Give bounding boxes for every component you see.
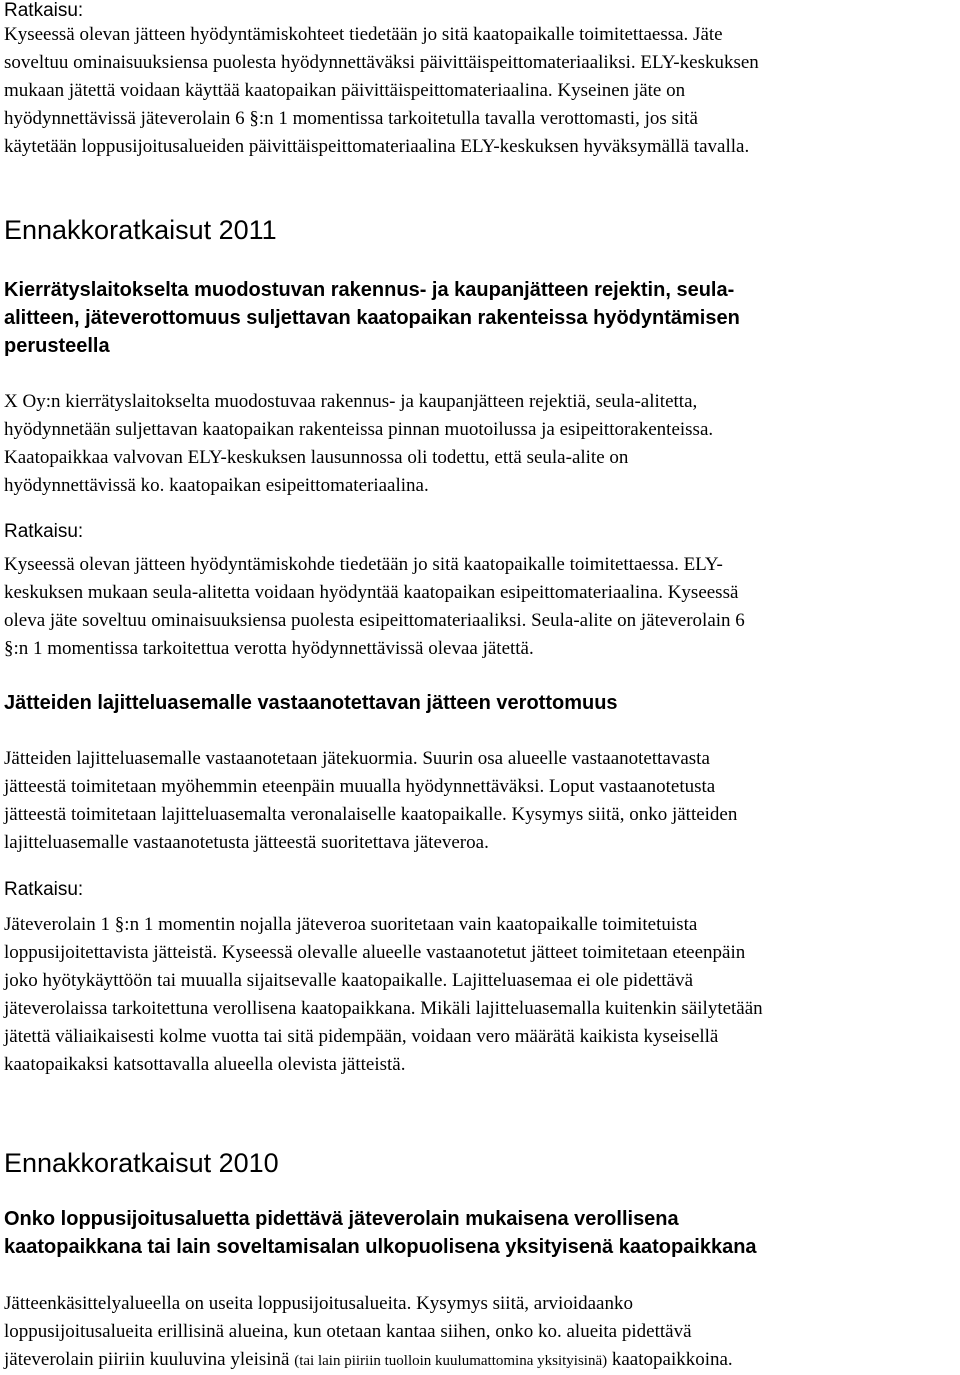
text-line: §:n 1 momentissa tarkoitettua verotta hyödynnettävissä olevaa jätettä. [4, 638, 534, 659]
ratkaisu-label-1: Ratkaisu: [4, 0, 84, 21]
heading-2011: Ennakkoratkaisut 2011 [4, 215, 277, 245]
question-1-body [4, 388, 956, 500]
text-line: oleva jäte soveltuu ominaisuuksiensa puolesta esipeittomateriaaliksi. Seula-alite on jäteverolain 6 [4, 610, 745, 631]
text-line: joko hyötykäyttöön tai muualla sijaitsevalle kaatopaikalle. Lajitteluasemaa ei ole pidettävä [4, 970, 694, 991]
text-line: hyödynnettävissä jäteverolain 6 §:n 1 momentissa tarkoitetulla tavalla verottomasti, jos sitä [4, 108, 698, 129]
question-2-body [4, 745, 956, 857]
text-line: jätettä väliaikaisesti kolme vuotta tai sitä pidempään, voidaan vero määrätä kaikista kyseisellä [4, 1026, 719, 1047]
question-3-title [4, 1205, 956, 1261]
text-line: Kyseessä olevan jätteen hyödyntämiskohde tiedetään jo sitä kaatopaikalle toimitettaessa. ELY- [4, 554, 723, 575]
question-1-title [4, 276, 956, 360]
text-segment: jäteverolain piiriin kuuluvina yleisinä [4, 1349, 295, 1370]
text-line: Kaatopaikkaa valvovan ELY-keskuksen lausunnossa oli todettu, että seula-alite on [4, 447, 629, 468]
question-3-body [4, 1290, 956, 1375]
text-line: mukaan jätettä voidaan käyttää kaatopaikan päivittäispeittomateriaalina. Kyseinen jäte on [4, 80, 686, 101]
text-line: hyödynnetään suljettavan kaatopaikan rakenteissa pinnan muotoilussa ja esipeittorakenteissa. [4, 419, 714, 440]
title-line: kaatopaikkana tai lain soveltamisalan ulkopuolisena yksityisenä kaatopaikkana [4, 1236, 757, 1258]
text-line: loppusijoitettavista jätteistä. Kyseessä olevalle alueelle vastaanotetut jätteet toimitetaan eteenpäin [4, 942, 746, 963]
title-line: alitteen, jäteverottomuus suljettavan kaatopaikan rakenteissa hyödyntämisen [4, 307, 740, 329]
text-line: hyödynnettävissä ko. kaatopaikan esipeittomateriaalina. [4, 475, 429, 496]
text-line: keskuksen mukaan seula-alitetta voidaan hyödyntää kaatopaikan esipeittomateriaalina. Kyseessä [4, 582, 739, 603]
title-line: perusteella [4, 335, 110, 357]
text-line: jätteestä toimitetaan myöhemmin eteenpäin muualla hyödynnettäväksi. Loput vastaanotetusta [4, 776, 716, 797]
text-line: Jätteiden lajitteluasemalle vastaanotetaan jätekuormia. Suurin osa alueelle vastaanotettavasta [4, 748, 710, 769]
ratkaisu-text-2 [4, 551, 956, 663]
text-line: Jätteenkäsittelyalueella on useita loppusijoitusalueita. Kysymys siitä, arvioidaanko [4, 1293, 633, 1314]
text-line: jätteestä toimitetaan lajitteluasemalta veronalaiselle kaatopaikalle. Kysymys siitä, onko jätteiden [4, 804, 738, 825]
text-line: jäteverolaissa tarkoitettuna verollisena kaatopaikkana. Mikäli lajitteluasemalla kuitenkin säilytetään [4, 998, 763, 1019]
text-line: käytetään loppusijoitusalueiden päivittäispeittomateriaalina ELY-keskuksen hyväksymällä tavalla. [4, 136, 750, 157]
text-line: loppusijoitusalueita erillisinä alueina, kun otetaan kantaa siihen, onko ko. alueita pidettävä [4, 1321, 692, 1342]
text-line: Kyseessä olevan jätteen hyödyntämiskohteet tiedetään jo sitä kaatopaikalle toimitettaessa. Jäte [4, 24, 723, 45]
parenthetical-small-text: (tai lain piiriin tuolloin kuulumattomina yksityisinä) [294, 1353, 608, 1369]
text-segment: kaatopaikkoina. [607, 1349, 733, 1370]
title-line: Kierrätyslaitokselta muodostuvan rakennus- ja kaupanjätteen rejektin, seula- [4, 279, 735, 301]
title-line: Onko loppusijoitusaluetta pidettävä jäteverolain mukaisena verollisena [4, 1208, 679, 1230]
text-line: kaatopaikaksi katsottavalla alueella olevista jätteistä. [4, 1054, 406, 1075]
ratkaisu-label-2: Ratkaisu: [4, 521, 84, 542]
text-line: Jäteverolain 1 §:n 1 momentin nojalla jäteveroa suoritetaan vain kaatopaikalle toimitetuista [4, 914, 698, 935]
ratkaisu-text-3 [4, 911, 956, 1079]
text-line: X Oy:n kierrätyslaitokselta muodostuvaa rakennus- ja kaupanjätteen rejektiä, seula-alitetta, [4, 391, 698, 412]
question-2-title: Jätteiden lajitteluasemalle vastaanotettavan jätteen verottomuus [4, 692, 618, 714]
heading-2010: Ennakkoratkaisut 2010 [4, 1148, 279, 1178]
ratkaisu-label-3: Ratkaisu: [4, 879, 84, 900]
text-line: lajitteluasemalle vastaanotetusta jätteestä suoritettava jäteveroa. [4, 832, 489, 853]
ratkaisu-text-1 [4, 21, 956, 161]
text-line: soveltuu ominaisuuksiensa puolesta hyödynnettäväksi päivittäispeittomateriaaliksi. ELY-keskuksen [4, 52, 759, 73]
